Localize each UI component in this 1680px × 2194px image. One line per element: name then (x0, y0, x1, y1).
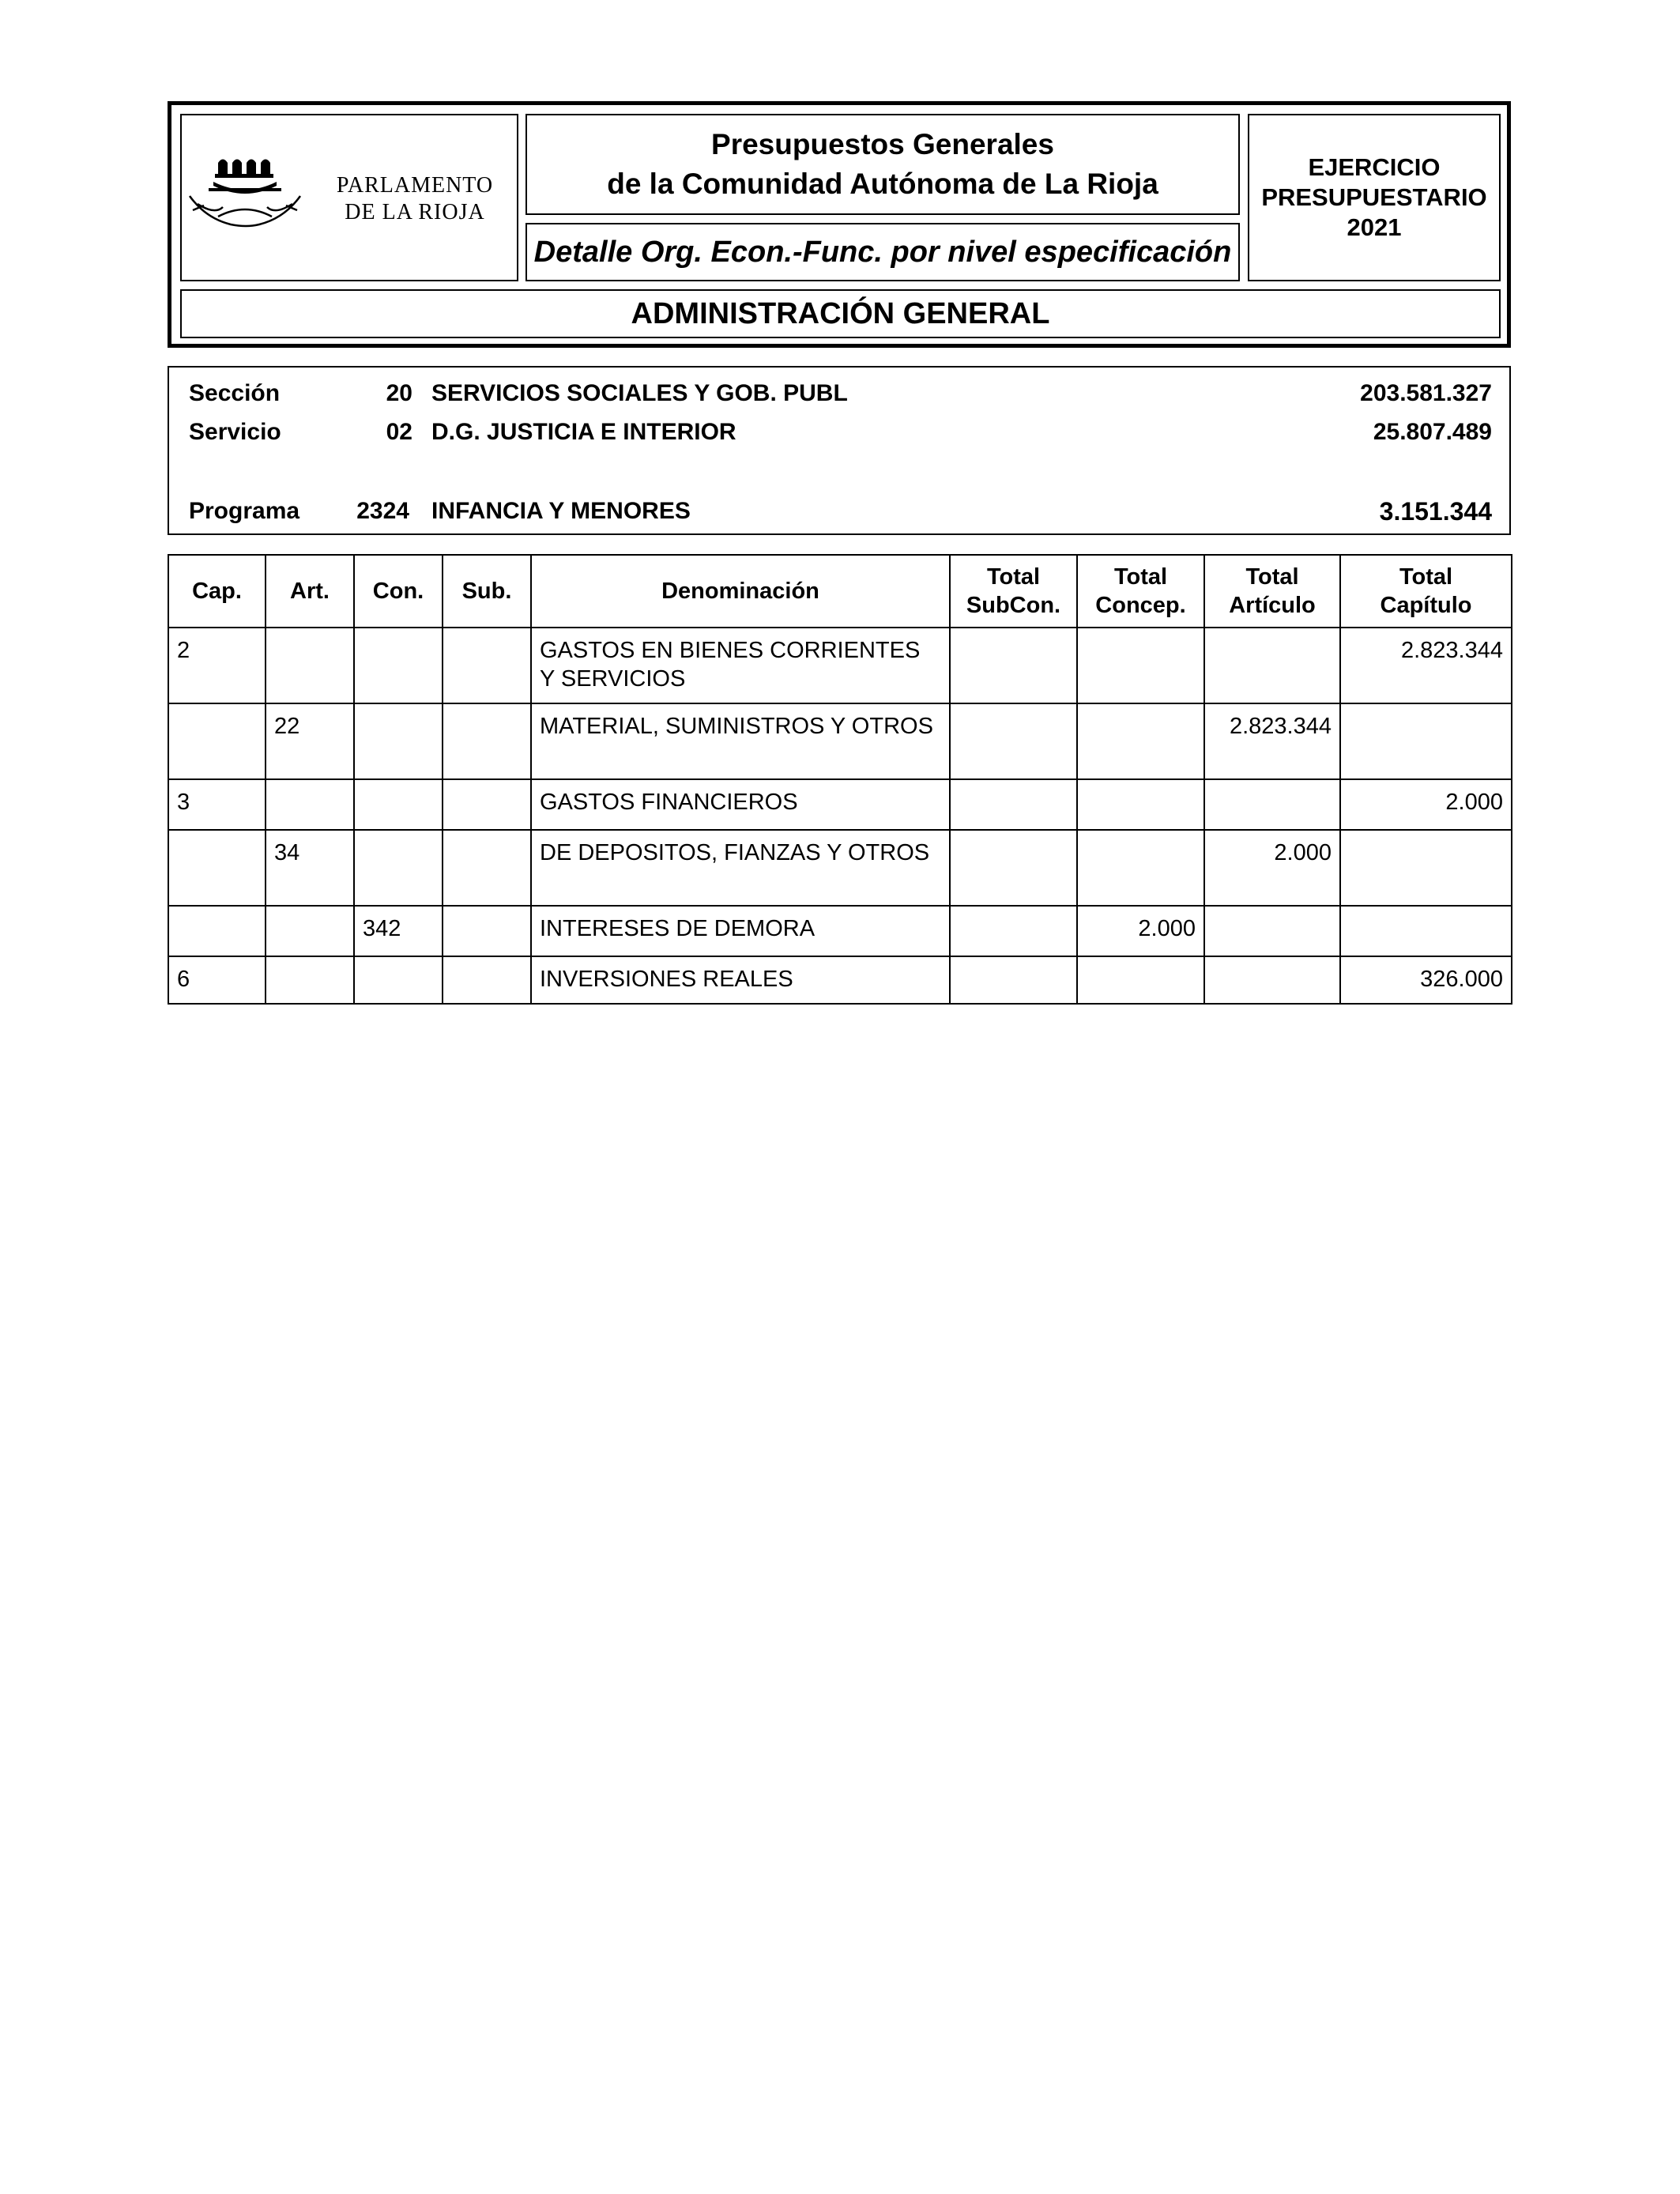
cell-art (266, 628, 354, 703)
cell-total-capitulo: 326.000 (1340, 956, 1512, 1004)
cell-total-subcon (950, 703, 1077, 779)
cell-sub (443, 628, 531, 703)
cell-cap: 2 (168, 628, 266, 703)
table-row (168, 628, 1512, 703)
cell-total-capitulo: 2.000 (1340, 779, 1512, 830)
title-line: de la Comunidad Autónoma de La Rioja (607, 168, 1158, 200)
seccion-code: 20 (386, 380, 412, 406)
cell-total-subcon (950, 830, 1077, 906)
cell-con (354, 830, 443, 906)
cell-art (266, 779, 354, 830)
header-line: SubCon. (966, 593, 1061, 618)
cell-sub (443, 956, 531, 1004)
cell-cap: 3 (168, 779, 266, 830)
seccion-label: Sección (189, 380, 281, 406)
section-title: ADMINISTRACIÓN GENERAL (631, 296, 1050, 330)
header-line: Total (1399, 564, 1453, 590)
cell-total-concep (1077, 628, 1204, 703)
col-header-denominacion: Denominación (531, 555, 950, 628)
parliament-emblem-icon (186, 147, 313, 242)
cell-sub (443, 830, 531, 906)
col-header-total-subcon (950, 555, 1077, 628)
institution-line: PARLAMENTO (336, 173, 494, 198)
cell-total-articulo (1204, 956, 1340, 1004)
seccion-row (169, 376, 1509, 411)
table-row (168, 830, 1512, 906)
servicio-row (169, 415, 1509, 450)
cell-art (266, 956, 354, 1004)
cell-denominacion: INVERSIONES REALES (531, 956, 950, 1004)
cell-sub (443, 906, 531, 956)
cell-total-subcon (950, 956, 1077, 1004)
cell-total-articulo: 2.823.344 (1204, 703, 1340, 779)
cell-total-capitulo (1340, 703, 1512, 779)
cell-cap (168, 703, 266, 779)
institution-name (324, 172, 506, 226)
table-row (168, 956, 1512, 1004)
cell-total-articulo (1204, 628, 1340, 703)
cell-con (354, 956, 443, 1004)
servicio-label: Servicio (189, 419, 281, 445)
cell-total-capitulo: 2.823.344 (1340, 628, 1512, 703)
institution-line: DE LA RIOJA (345, 200, 485, 224)
cell-art: 22 (266, 703, 354, 779)
cell-total-subcon (950, 628, 1077, 703)
header-line: Artículo (1229, 593, 1316, 618)
cell-total-subcon (950, 779, 1077, 830)
cell-denominacion: GASTOS EN BIENES CORRIENTES Y SERVICIOS (531, 628, 950, 703)
servicio-code: 02 (386, 419, 412, 445)
col-header-cap: Cap. (168, 555, 266, 628)
servicio-name: D.G. JUSTICIA E INTERIOR (431, 419, 736, 445)
col-header-total-concep (1077, 555, 1204, 628)
cell-con (354, 703, 443, 779)
col-header-total-capitulo (1340, 555, 1512, 628)
cell-total-concep (1077, 779, 1204, 830)
fiscal-year-line: PRESUPUESTARIO (1261, 183, 1487, 211)
fiscal-year-line: EJERCICIO (1308, 153, 1441, 181)
header-line: Concep. (1095, 593, 1186, 618)
fiscal-year-value: 2021 (1347, 213, 1402, 241)
cell-total-concep: 2.000 (1077, 906, 1204, 956)
table-header-row (168, 555, 1512, 628)
cell-total-articulo (1204, 779, 1340, 830)
cell-con (354, 628, 443, 703)
cell-total-articulo (1204, 906, 1340, 956)
cell-total-capitulo (1340, 830, 1512, 906)
cell-art (266, 906, 354, 956)
fiscal-year-panel (1248, 114, 1501, 281)
programa-name: INFANCIA Y MENORES (431, 498, 691, 524)
cell-total-articulo: 2.000 (1204, 830, 1340, 906)
cell-total-capitulo (1340, 906, 1512, 956)
cell-total-concep (1077, 830, 1204, 906)
header-line: Capítulo (1380, 593, 1472, 618)
cell-con (354, 779, 443, 830)
seccion-amount: 203.581.327 (1360, 380, 1492, 406)
budget-classification (168, 366, 1511, 535)
cell-total-subcon (950, 906, 1077, 956)
cell-sub (443, 703, 531, 779)
cell-art: 34 (266, 830, 354, 906)
col-header-art: Art. (266, 555, 354, 628)
document-subtitle: Detalle Org. Econ.-Func. por nivel especificación (533, 235, 1232, 269)
cell-con: 342 (354, 906, 443, 956)
table-row (168, 779, 1512, 830)
programa-amount: 3.151.344 (1379, 497, 1492, 526)
cell-cap (168, 906, 266, 956)
col-header-con: Con. (354, 555, 443, 628)
header-line: Total (986, 564, 1041, 590)
cell-sub (443, 779, 531, 830)
header-line: Total (1113, 564, 1168, 590)
cell-denominacion: GASTOS FINANCIEROS (531, 779, 950, 830)
cell-denominacion: MATERIAL, SUMINISTROS Y OTROS (531, 703, 950, 779)
programa-row (169, 494, 1509, 529)
cell-denominacion: INTERESES DE DEMORA (531, 906, 950, 956)
section-title-panel (180, 289, 1501, 338)
document-title (525, 114, 1240, 215)
cell-cap (168, 830, 266, 906)
table-row (168, 906, 1512, 956)
cell-total-concep (1077, 956, 1204, 1004)
programa-label: Programa (189, 498, 300, 524)
document-header (168, 101, 1511, 348)
cell-total-concep (1077, 703, 1204, 779)
cell-cap: 6 (168, 956, 266, 1004)
cell-denominacion: DE DEPOSITOS, FIANZAS Y OTROS (531, 830, 950, 906)
header-line: Total (1245, 564, 1299, 590)
col-header-total-articulo (1204, 555, 1340, 628)
document-subtitle-panel (525, 223, 1240, 281)
servicio-amount: 25.807.489 (1373, 419, 1492, 445)
logo-panel (180, 114, 518, 281)
seccion-name: SERVICIOS SOCIALES Y GOB. PUBL (431, 380, 848, 406)
col-header-sub: Sub. (443, 555, 531, 628)
table-row (168, 703, 1512, 779)
title-line: Presupuestos Generales (711, 128, 1054, 160)
budget-detail-table (168, 554, 1512, 1005)
programa-code: 2324 (356, 498, 409, 524)
